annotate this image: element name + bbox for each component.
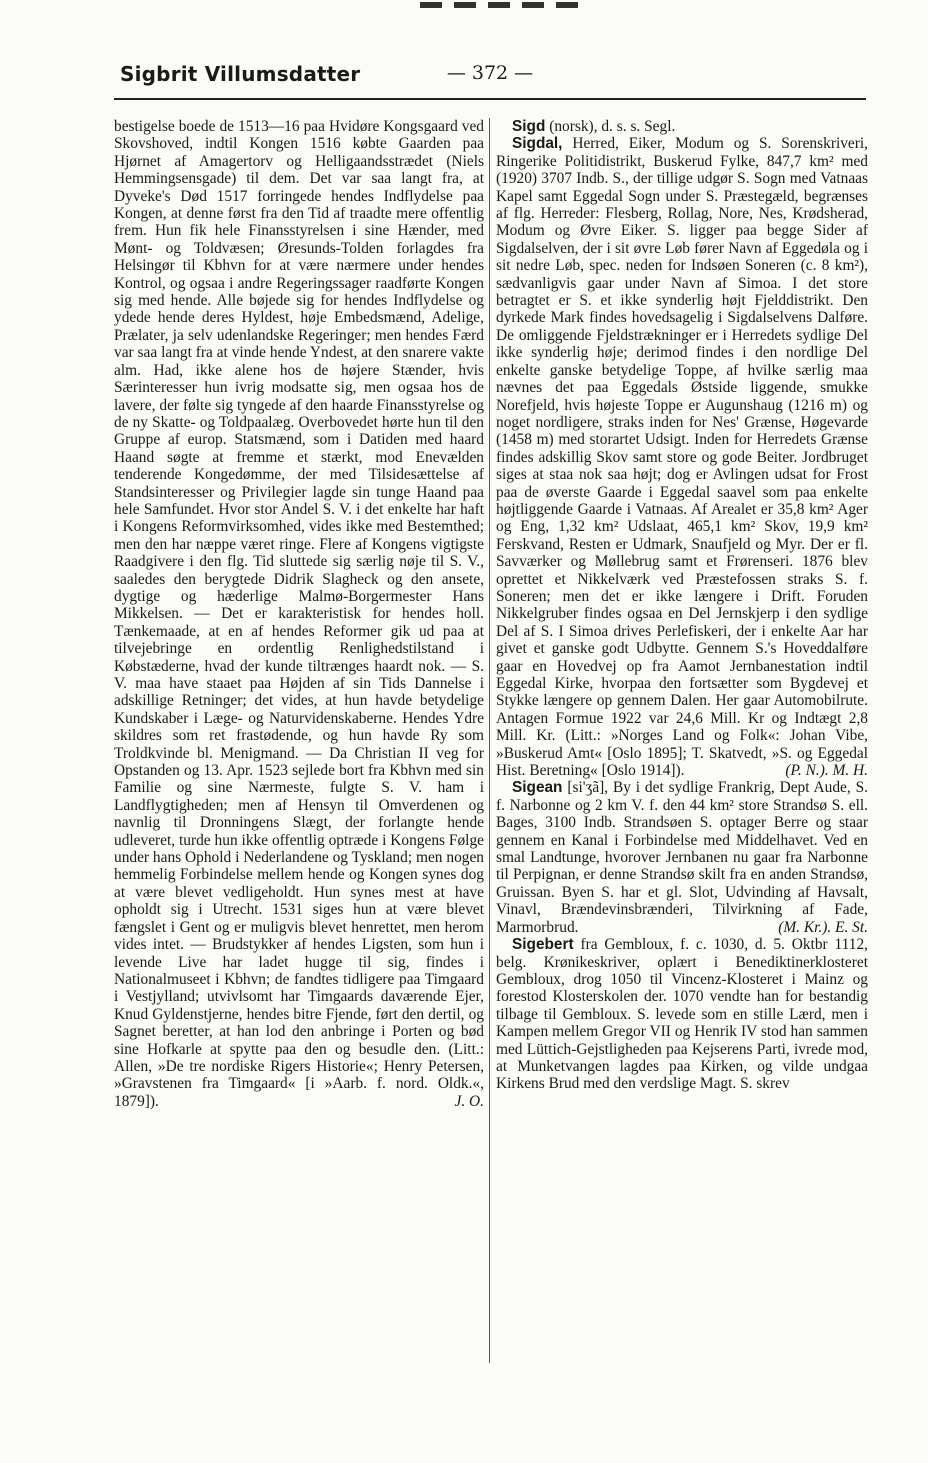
header-rule [114,98,866,100]
entry-sigdal [496,135,868,779]
entry-signature: (M. Kr.). E. St. [778,918,868,936]
entry-text: Herred, Eiker, Modum og S. Sorenskriveri, Ringerike Politidistrikt, Buskerud Fylke, 847,7 km² med (1920) 3707 Indb. S., der tillige udgør S. Sogn med Vatnaas Kapel samt Eggedal Sogn under S. Præstegæld, begrænses af flg. Herreder: Flesberg, Rollag, Nore, Nes, Krødsherad, Modum og Øvre Eiker. S. ligger paa begge Sider af Sigdalselven, der i sit øvre Løb fører Navn af Eggedøla og i sit nedre Løb, spec. neden for Indsøen Soneren (c. 8 km²), sædvanligvis gaar under Navn af Simoa. I det store betragtet er S. et ikke synderlig højt Fjelddistrikt. Den dyrkede Mark findes hovedsagelig i Sigdalselvens Dalføre. De omliggende Fjeldstrækninger er i Herredets sydlige Del ikke synderlig høje; derimod findes i den nordlige Del enkelte ganske betydelige Toppe, af hvilke særlig maa nævnes det paa Eggedals Østside liggende, smukke Norefjeld, hvis højeste Toppe er Augunshaug (1216 m) og noget nordligere, straks inden for Nes' Grænse, Høgevarde (1458 m) med storartet Udsigt. Inden for Herredets Grænse findes adskillig Skov samt store og gode Beiter. Jordbruget siges at staa nok saa højt; dog er Avlingen udsat for Frost paa de øverste Gaarde i Eggedal saavel som paa enkelte højtliggende Gaarde i Vatnaas. Af Arealet er 35,8 km² Ager og Eng, 1,32 km² Udslaat, 465,1 km² Skov, 19,9 km² Ferskvand, Resten er Udmark, Snaufjeld og Myr. Der er fl. Savværker og Møllebrug samt et Frørenseri. 1876 blev oprettet et Nikkelværk ved Præstefossen straks S. f. Soneren; men det er ikke længere i Drift. Foruden Nikkelgruber findes ogsaa en Del Jernskjerp i den sydlige Del af S. I Simoa drives Perlefiskeri, der i enkelte Aar har givet et ganske godt Udbytte. Gennem S.'s Hoveddalføre gaar en Hovedvej op fra Aamot Jernbanestation indtil Eggedal Kirke, hvorpaa den fortsætter som Bygdevej et Stykke længere op gennem Dalen. Her gaar Automobilrute. Antagen Formue 1922 var 24,6 Mill. Kr og Indtægt 2,8 Mill. Kr. (Litt.: »Norges Land og Folk«: Johan Vibe, »Buskerud Amt« [Oslo 1895]; T. Skatvedt, »S. og Eggedal Hist. Beretning« [Oslo 1914]). [496,135,868,780]
scan-artifact-top [420,2,580,8]
entry-text: fra Gembloux, f. c. 1030, d. 5. Oktbr 1112, belg. Krønikeskriver, oplært i Benediktinerklosteret Gembloux, drog 1050 til Vincenz-Klosteret i Mainz og forestod Klosterskolen der. 1070 vendte han for bestandig tilbage til Gembloux. S. levede som en stille Lærd, men i Kampen mellem Gregor VII og Henrik IV stod han sammen med Lüttich-Gejstligheden paa Kejserens Parti, ivrede mod, at Munketvangen lagdes paa Kirken, og vilde undgaa Kirkens Brud med den verdslige Magt. S. skrev [496,936,868,1093]
right-column [496,118,868,1380]
entry-headword: Sigdal, [512,135,563,153]
column-divider [489,118,490,1363]
entry-text: [si'ʒã], By i det sydlige Frankrig, Dept Aude, S. f. Narbonne og 2 km V. f. den 44 km² store Strandsø S. ell. Bages, 3100 Indb. Strandsøen S. optager Berre og staar gennem en Kanal i Forbindelse med Middelhavet. Ved en smal Landtunge, hvorover Jernbanen nu gaar fra Narbonne til Perpignan, er denne Strandsø skilt fra en anden Strandsø, Gruissan. Byen S. har et gl. Slot, Udvinding af Havsalt, Vinavl, Brændevinsbrænderi, Tilvirkning af Fade, Marmorbrud. [496,779,868,936]
entry-sigebert [496,936,868,1093]
author-signature: J. O. [454,1092,484,1110]
entry-headword: Sigd [512,118,546,135]
entry-text: (norsk), d. s. s. Segl. [549,118,676,135]
entry-headword: Sigean [512,779,563,797]
article-text: bestigelse boede de 1513—16 paa Hvidøre Kongsgaard ved Skovshoved, indtil Kongen 1516 købte Gaarden paa Hjørnet af Amagertorv og Helligaandsstrædet (Niels Hemmingsensgade) til dem. Det var saa langt fra, at Dyveke's Død 1517 forringede hendes Indflydelse paa Kongen, at denne først fra den Tid af traadte mere offentlig frem. Hun fik hele Finansstyrelsen i sine Hænder, med Mønt- og Toldvæsen; Øresunds-Tolden forlagdes fra Helsingør til Kbhvn for at være nærmere under hendes Kontrol, og ogsaa i andre Regeringssager raadførte Kongen sig med hende. Alle bøjede sig for hendes Indflydelse og ydede hende deres Hyldest, høje Embedsmænd, Adelige, Prælater, ja selv udenlandske Regeringer; men hendes Færd var saa langt fra at vinde hende Yndest, at den snarere vakte alm. Had, ikke alene hos de højere Stænder, hvis Særinteresser hun ivrig modsatte sig, men ogsaa hos de lavere, der følte sig tyngede af den haarde Finansstyrelse og de ny Skatte- og Toldpaalæg. Overbovedet hørte hun til den Gruppe af europ. Statsmænd, som i Datiden med haard Haand søgte at fremme et stærkt, mod Enevælden tenderende Kongedømme, der med Tilsidesættelse af Standsinteresser og Privilegier lagde sin tunge Haand paa hele Samfundet. Hvor stor Andel S. V. i det enkelte har haft i Kongens Reformvirksomhed, vides ikke med Bestemthed; men den har næppe været ringe. Flere af Kongens vigtigste Raadgivere i den flg. Tid sluttede sig særlig nøje til S. V., saaledes den berygtede Didrik Slagheck og den ansete, dygtige og hæderlige Malmø-Borgermester Hans Mikkelsen. — Det er karakteristisk for hendes holl. Tænkemaade, at en af hendes Reformer gik ud paa at tilvejebringe en ordentlig Renlighedstilstand i Købstæderne, hvad der kunde tiltrænges haardt nok. — S. V. maa have staaet paa Højden af sin Tids Dannelse i adskillige Retninger; det vides, at hun havde betydelige Kundskaber i Læge- og Naturvidenskaberne. Hendes Ydre skildres som ret frastødende, og hun havde Ry som Troldkvinde bl. Menigmand. — Da Christian II veg for Opstanden og 13. Apr. 1523 sejlede bort fra Kbhvn med sin Familie og sine Nærmeste, fulgte S. V. ham i Landflygtigheden; men af Hensyn til Omverdenen og navnlig til Dronningens Slægt, der forlangte hende udleveret, turde hun ikke offentlig optræde i Kongens Følge under hans Ophold i Nederlandene og Tyskland; men nogen hemmelig Forbindelse mellem hende og Kongen synes dog at være blevet vedligeholdt. Hun synes mest at have opholdt sig i Utrecht. 1531 siges hun at være blevet fængslet i Gent og er muligvis blevet henrettet, men herom vides intet. — Brudstykker af hendes Ligsten, som hun i levende Live har ladet hugge til sig, findes i Nationalmuseet i Kbhvn; de fandtes tidligere paa Timgaard i Vestjylland; utvivlsomt har Timgaards daværende Ejer, Knud Gyldenstjerne, hendes bitre Fjende, ført den dertil, og Sagnet beretter, at han lod den anbringe i Porten og bød sine Hofkarle at spytte paa den og besudle den. (Litt.: Allen, »De tre nordiske Rigers Historie«; Henry Petersen, »Gravstenen fra Timgaard« [i »Aarb. f. nord. Oldk.«, 1879]). [114,118,484,1110]
continued-article [114,118,484,1110]
entry-sigean [496,779,868,936]
page-header [120,56,864,96]
entry-signature: (P. N.). M. H. [785,762,868,780]
running-head-title: Sigbrit Villumsdatter [120,62,361,86]
left-column [114,118,484,1380]
entry-sigd [496,118,868,135]
page-number: — 372 — [446,62,534,84]
entry-headword: Sigebert [512,936,574,954]
